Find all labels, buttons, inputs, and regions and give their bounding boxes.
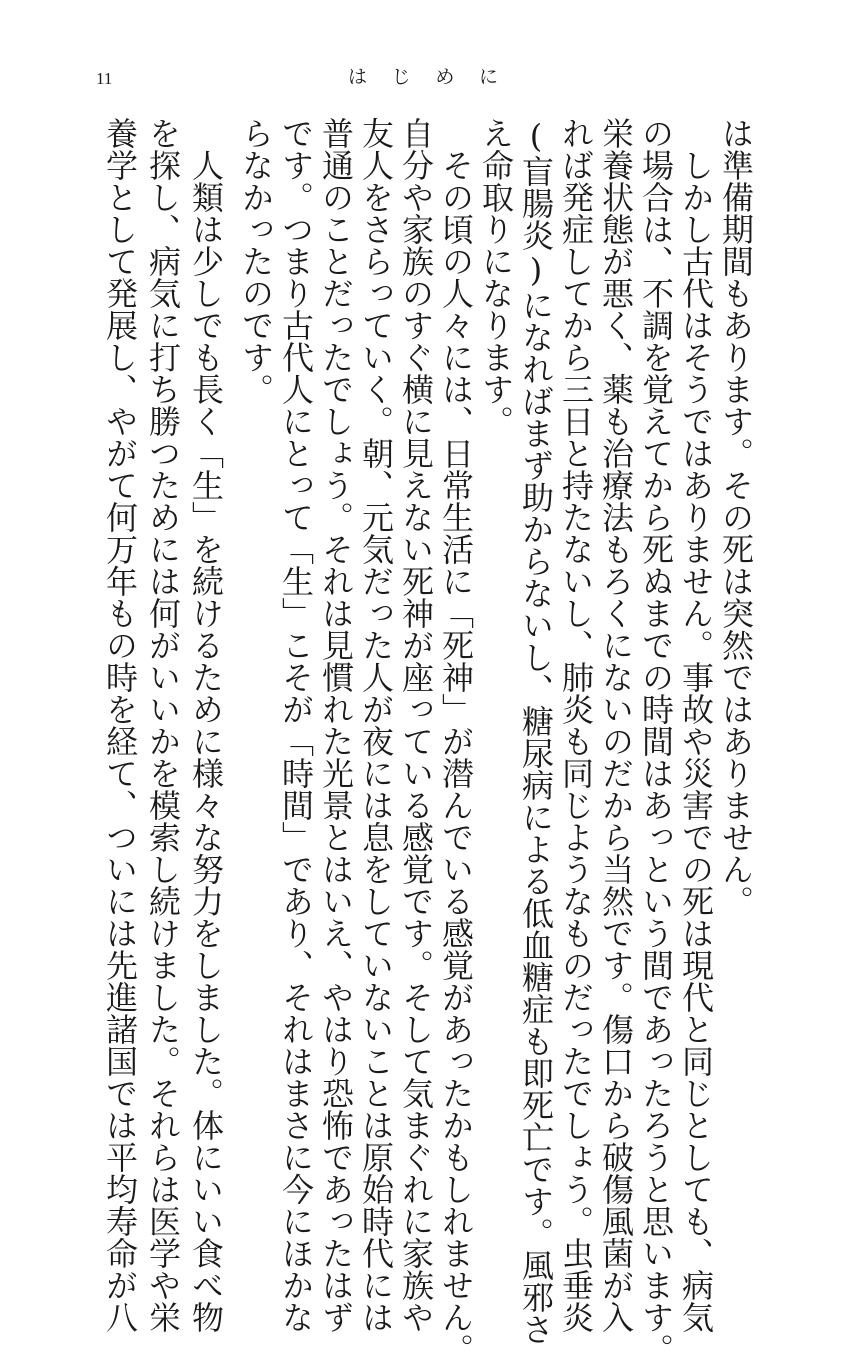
running-head [348, 68, 498, 87]
text-column: 養学として発展し、やがて何万年もの時を経て、ついには先進諸国では平均寿命が八 [101, 117, 139, 1333]
text-column: その頃の人々には、日常生活に「死神」が潜んでいる感覚があったかもしれません。 [437, 117, 475, 1365]
running-head-char: に [478, 66, 498, 88]
text-column: え命取りになります。 [477, 117, 515, 437]
running-head-char: め [435, 66, 455, 88]
text-column: 自分や家族のすぐ横に見えない死神が座っている感覚です。そして気まぐれに家族や [397, 117, 435, 1333]
text-column: 普通のことだったでしょう。それは見慣れた光景とはいえ、やはり恐怖であったはず [317, 117, 355, 1333]
text-column: を探し、病気に打ち勝つためには何がいいかを模索し続けました。それらは医学や栄 [144, 117, 182, 1333]
running-head-char: は [348, 66, 368, 88]
page-number: 11 [96, 69, 113, 88]
text-column: しかし古代はそうではありません。事故や災害での死は現代と同じとしても、病気 [677, 117, 715, 1333]
text-column: です。つまり古代人にとって「生」こそが「時間」であり、それはまさに今にほかな [277, 117, 315, 1333]
text-column: は準備期間もあります。その死は突然ではありません。 [717, 117, 755, 917]
text-column: の場合は、不調を覚えてから死ぬまでの時間はあっという間であったろうと思います。 [637, 117, 675, 1365]
running-head-char: じ [391, 66, 411, 88]
text-column: (盲腸炎)になればまず助からないし、糖尿病による低血糖症も即死亡です。風邪さ [517, 117, 555, 1345]
text-column: 栄養状態が悪く、薬も治療法もろくにないのだから当然です。傷口から破傷風菌が入 [597, 117, 635, 1333]
text-column: 人類は少しでも長く「生」を続けるために様々な努力をしました。体にいい食べ物 [187, 117, 225, 1333]
text-column: れば発症してから三日と持たないし、肺炎も同じようなものだったでしょう。虫垂炎 [557, 117, 595, 1333]
text-column: 友人をさらっていく。朝、元気だった人が夜には息をしていないことは原始時代には [357, 117, 395, 1333]
text-column: らなかったのです。 [237, 117, 275, 405]
